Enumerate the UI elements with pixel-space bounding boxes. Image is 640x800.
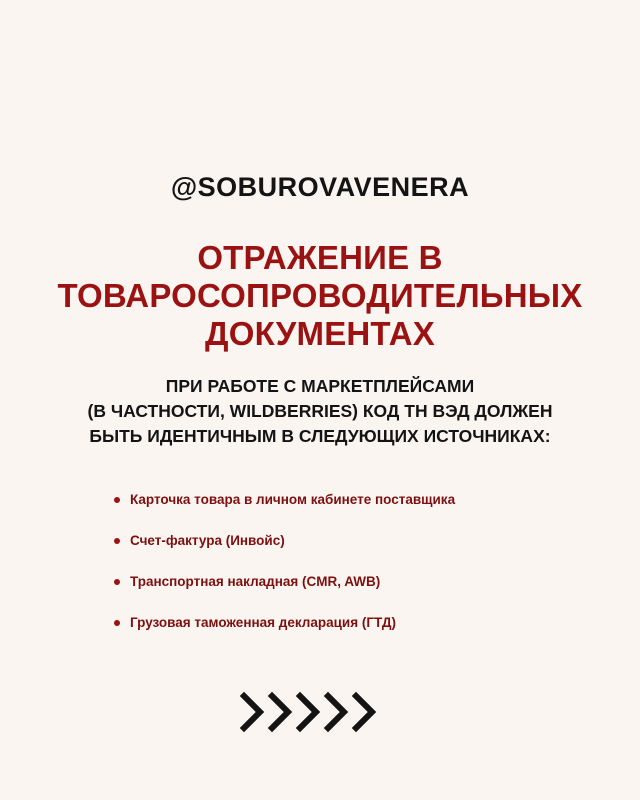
- slide-title: [20, 239, 620, 353]
- intro-line: БЫТЬ ИДЕНТИЧНЫМ В СЛЕДУЮЩИХ ИСТОЧНИКАХ:: [89, 426, 551, 446]
- list-item-text: Карточка товара в личном кабинете поставщика: [130, 492, 456, 507]
- sources-list: [114, 489, 455, 653]
- list-item-text: Счет-фактура (Инвойс): [130, 533, 285, 548]
- list-item: [114, 571, 455, 592]
- title-line: ТОВАРОСОПРОВОДИТЕЛЬНЫХ: [57, 277, 583, 314]
- bullet-dot-icon: [114, 538, 120, 544]
- bullet-dot-icon: [114, 497, 120, 503]
- list-item-text: Грузовая таможенная декларация (ГТД): [130, 615, 396, 630]
- intro-line: (В ЧАСТНОСТИ, WILDBERRIES) КОД ТН ВЭД ДОЛЖЕН: [87, 401, 553, 421]
- intro-text: [20, 374, 620, 449]
- author-handle: @SOBUROVAVENERA: [170, 172, 470, 202]
- list-item: [114, 530, 455, 551]
- bullet-dot-icon: [114, 579, 120, 585]
- bullet-dot-icon: [114, 620, 120, 626]
- intro-line: ПРИ РАБОТЕ С МАРКЕТПЛЕЙСАМИ: [165, 376, 475, 396]
- title-line: ДОКУМЕНТАХ: [205, 315, 435, 352]
- chevrons-right-icon[interactable]: [238, 690, 388, 734]
- list-item: [114, 612, 455, 633]
- list-item: [114, 489, 455, 510]
- title-line: ОТРАЖЕНИЕ В: [197, 239, 443, 276]
- list-item-text: Транспортная накладная (CMR, AWB): [130, 574, 381, 589]
